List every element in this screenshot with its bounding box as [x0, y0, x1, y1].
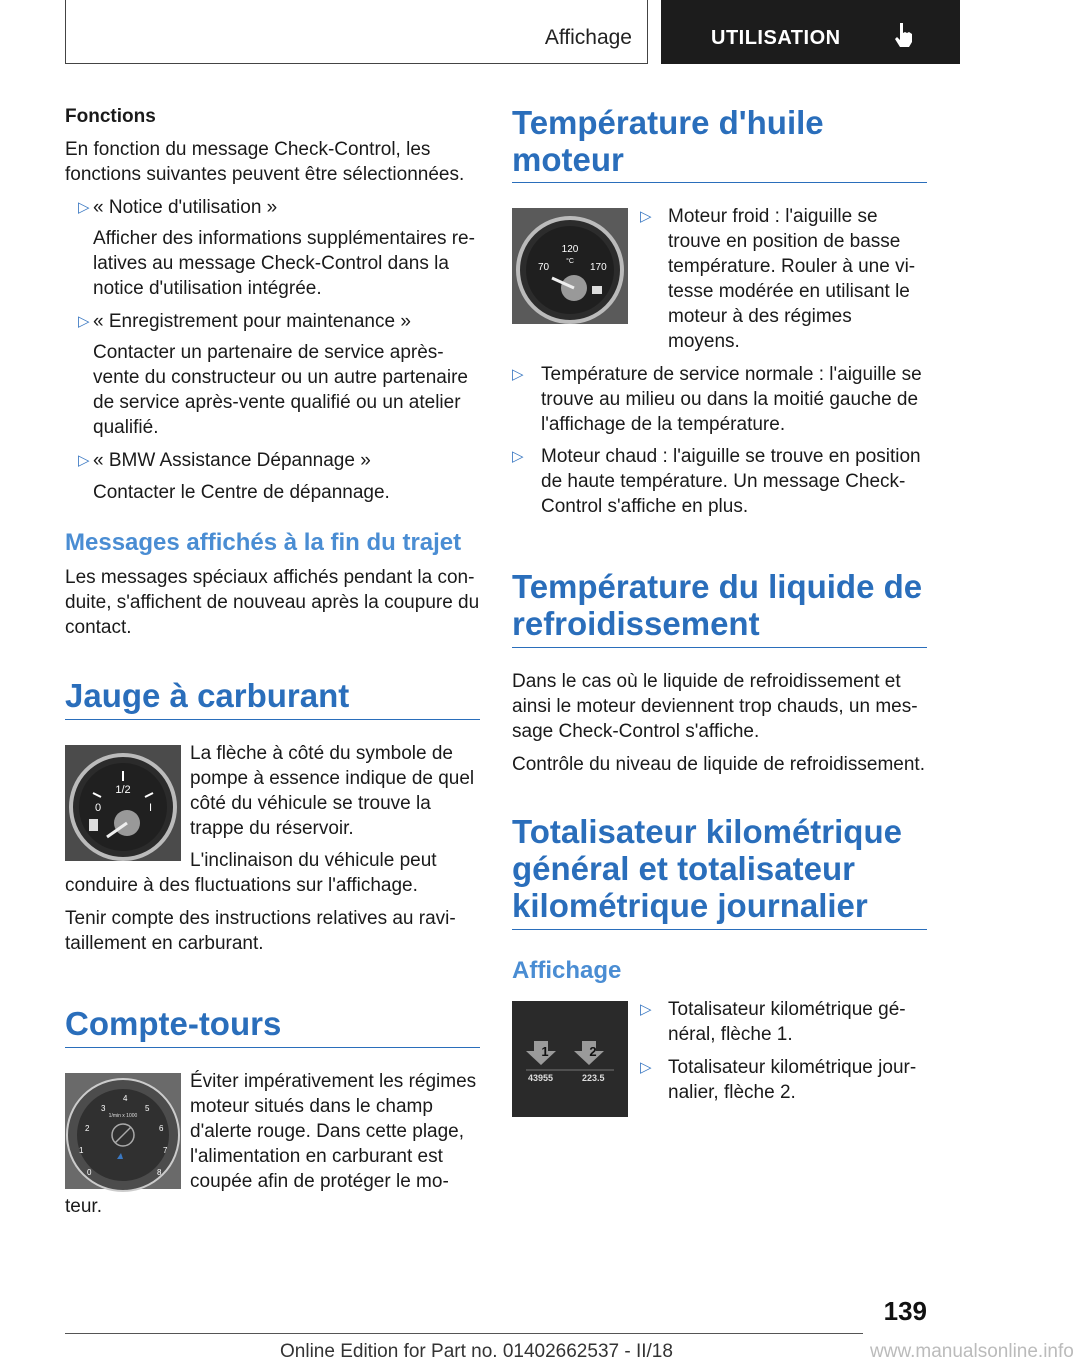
paragraph-line: Les messages spéciaux affichés pendant la con‐ — [65, 567, 475, 588]
list-item-text: nalier, flèche 2. — [668, 1082, 796, 1103]
fuel-gauge-half-label: 1/2 — [115, 784, 131, 796]
paragraph-line: Dans le cas où le liquide de refroidissement et — [512, 671, 901, 692]
list-item-text: l'affichage de la température. — [541, 414, 786, 435]
page-number: 139 — [883, 1296, 927, 1326]
paragraph-line: Contrôle du niveau de liquide de refroidissement. — [512, 754, 925, 775]
list-item-title: « BMW Assistance Dépannage » — [93, 450, 371, 471]
odo-arrow-2-label: 2 — [589, 1044, 597, 1059]
bullet-triangle-icon: ▷ — [78, 199, 90, 216]
rev-tick-label: 4 — [123, 1094, 128, 1103]
paragraph-line: conduire à des fluctuations sur l'affichage. — [65, 875, 418, 896]
chapter-heading: kilométrique journalier — [512, 887, 868, 924]
paragraph-line: l'alimentation en carburant est — [190, 1146, 443, 1167]
footer-rule — [65, 1333, 863, 1334]
rev-unit-label: 1/min x 1000 — [108, 1113, 138, 1119]
section-title: Affichage — [544, 26, 632, 49]
fonctions-intro-line: En fonction du message Check-Control, les — [65, 139, 431, 160]
heading-rule — [512, 182, 927, 183]
fonctions-intro-line: fonctions suivantes peuvent être sélectionnées. — [65, 164, 465, 185]
paragraph-line: L'inclinaison du véhicule peut — [190, 850, 437, 871]
rev-tick-label: 0 — [87, 1168, 92, 1177]
list-item-text: trouve en position de basse — [668, 231, 901, 252]
oil-gauge-max-label: 170 — [590, 262, 607, 273]
odo-arrow-1-label: 1 — [541, 1044, 549, 1059]
oil-gauge-min-label: 70 — [538, 262, 550, 273]
edition-footer: Online Edition for Part no. 01402662537 - II/18 — [280, 1341, 673, 1362]
paragraph-line: côté du véhicule se trouve la — [190, 793, 431, 814]
list-item-text: Moteur chaud : l'aiguille se trouve en position — [541, 446, 921, 467]
heading-rule — [65, 1047, 480, 1048]
list-item-text: Moteur froid : l'aiguille se — [668, 206, 878, 227]
rev-tick-label: 6 — [159, 1124, 164, 1133]
fonctions-title: Fonctions — [65, 106, 156, 127]
list-item-text: température. Rouler à une vi‐ — [668, 256, 916, 277]
paragraph-line: trappe du réservoir. — [190, 818, 354, 839]
rev-tick-label: 2 — [85, 1124, 90, 1133]
section-heading: Affichage — [512, 957, 622, 984]
list-item-text: notice d'utilisation intégrée. — [93, 278, 322, 299]
fuel-gauge-empty-label: 0 — [95, 802, 102, 814]
list-item-text: Totalisateur kilométrique gé‐ — [668, 999, 906, 1020]
paragraph-line: pompe à essence indique de quel — [190, 768, 475, 789]
fuel-gauge-full-label: I — [149, 802, 153, 814]
oil-gauge-unit-label: °C — [566, 258, 574, 265]
paragraph-line: ainsi le moteur deviennent trop chauds, un mes‐ — [512, 696, 918, 717]
paragraph-line: Tenir compte des instructions relatives au ravi‐ — [65, 908, 456, 929]
list-item-text: Température de service normale : l'aiguille se — [541, 364, 922, 385]
list-item-title: « Notice d'utilisation » — [93, 197, 278, 218]
list-item-text: moteur à des régimes — [668, 306, 852, 327]
bullet-triangle-icon: ▷ — [78, 452, 90, 469]
rev-tick-label: 1 — [79, 1146, 84, 1155]
chapter-heading: moteur — [512, 141, 624, 178]
paragraph-line: Éviter impérativement les régimes — [190, 1071, 477, 1092]
heading-rule — [512, 647, 927, 648]
list-item-text: Contacter le Centre de dépannage. — [93, 482, 390, 503]
bullet-triangle-icon: ▷ — [640, 208, 652, 225]
list-item-text: Totalisateur kilométrique jour‐ — [668, 1057, 917, 1078]
heading-rule — [65, 719, 480, 720]
list-item-text: vente du constructeur ou un autre partenaire — [93, 367, 468, 388]
bullet-triangle-icon: ▷ — [512, 366, 524, 383]
bullet-triangle-icon: ▷ — [640, 1059, 652, 1076]
list-item-text: néral, flèche 1. — [668, 1024, 793, 1045]
list-item-title: « Enregistrement pour maintenance » — [93, 311, 411, 332]
list-item-text: Afficher des informations supplémentaires re‐ — [93, 228, 475, 249]
chapter-heading: Température d'huile — [512, 104, 824, 141]
bullet-triangle-icon: ▷ — [640, 1001, 652, 1018]
oil-gauge-mid-label: 120 — [561, 244, 579, 255]
pointing-hand-icon — [893, 22, 915, 53]
list-item-text: latives au message Check-Control dans la — [93, 253, 449, 274]
list-item-text: Contacter un partenaire de service après- — [93, 342, 444, 363]
list-item-text: qualifié. — [93, 417, 159, 438]
chapter-tab — [661, 0, 960, 64]
bullet-triangle-icon: ▷ — [512, 448, 524, 465]
rev-tick-label: 5 — [145, 1104, 150, 1113]
odo-trip-value: 223.5 — [582, 1073, 605, 1083]
odometer-display-image — [512, 1001, 628, 1117]
paragraph-line: contact. — [65, 617, 132, 638]
tachometer-image — [65, 1073, 181, 1189]
list-item-text: de service après-vente qualifié ou un atelier — [93, 392, 461, 413]
oil-temp-gauge-image — [512, 208, 628, 324]
list-item-text: tesse modérée en utilisant le — [668, 281, 910, 302]
paragraph-line: duite, s'affichent de nouveau après la coupure du — [65, 592, 480, 613]
paragraph-line: d'alerte rouge. Dans cette plage, — [190, 1121, 465, 1142]
list-item-text: de haute température. Un message Check- — [541, 471, 906, 492]
paragraph-line: taillement en carburant. — [65, 933, 264, 954]
paragraph-line: La flèche à côté du symbole de — [190, 743, 454, 764]
odo-total-value: 43955 — [528, 1073, 554, 1083]
section-heading: Messages affichés à la fin du trajet — [65, 529, 462, 556]
bullet-triangle-icon: ▷ — [78, 313, 90, 330]
chapter-heading: Jauge à carburant — [65, 677, 350, 714]
paragraph-line: moteur situés dans le champ — [190, 1096, 433, 1117]
list-item-text: trouve au milieu ou dans la moitié gauche de — [541, 389, 919, 410]
chapter-heading: Température du liquide de — [512, 568, 923, 605]
rev-tick-label: 3 — [101, 1104, 106, 1113]
paragraph-line: sage Check-Control s'affiche. — [512, 721, 760, 742]
chapter-heading: refroidissement — [512, 605, 760, 642]
watermark: www.manualsonline.info — [870, 1341, 1074, 1362]
chapter-tab-label: UTILISATION — [711, 27, 841, 49]
chapter-heading: Totalisateur kilométrique — [512, 813, 902, 850]
list-item-text: moyens. — [668, 331, 740, 352]
paragraph-line: teur. — [65, 1196, 102, 1217]
chapter-heading: général et totalisateur — [512, 850, 855, 887]
chapter-heading: Compte-tours — [65, 1005, 282, 1042]
fuel-gauge-image — [65, 745, 181, 861]
heading-rule — [512, 929, 927, 930]
rev-tick-label: 7 — [163, 1146, 168, 1155]
list-item-text: Control s'affiche en plus. — [541, 496, 749, 517]
rev-tick-label: 8 — [157, 1168, 162, 1177]
paragraph-line: coupée afin de protéger le mo‐ — [190, 1171, 449, 1192]
